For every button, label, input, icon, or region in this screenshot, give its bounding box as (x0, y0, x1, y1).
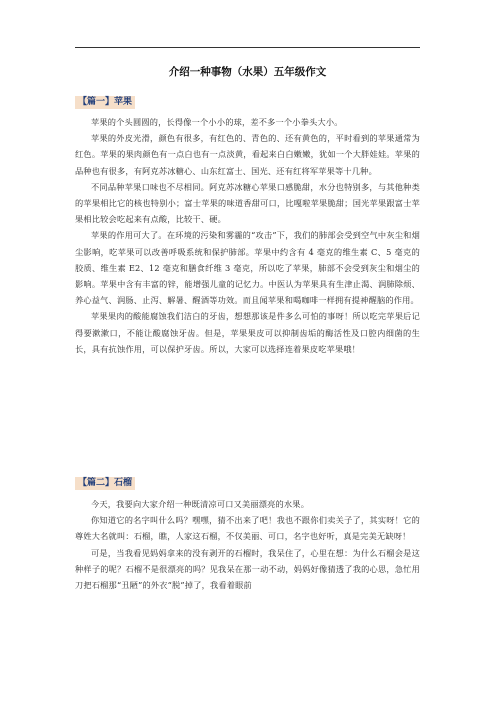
section-body (75, 114, 420, 357)
document-title: 介绍一种事物（水果）五年级作文 (168, 66, 327, 78)
section-body (75, 496, 420, 593)
paragraph: 可是，当我看见妈妈拿来的没有剥开的石榴时，我呆住了，心里在想：为什么石榴会是这种样子的呢？石榴不是很漂亮的吗？见我呆在那一动不动，妈妈好像猜透了我的心思，急忙用刀把石榴那“丑陋”的外衣“脱”掉了，我看着眼前 (75, 547, 420, 591)
paragraph: 你知道它的名字叫什么吗？嘿嘿，猜不出来了吧！我也不跟你们卖关子了，其实呀！它的尊姓大名就叫：石榴，瞧，人家这石榴，不仅美丽、可口，名字也好听，真是完美无缺呀！ (75, 515, 420, 542)
paragraph: 苹果果肉的酸能腐蚀我们洁白的牙齿，想想那该是件多么可怕的事呀！所以吃完苹果后记得要漱漱口，不能让酸腐蚀牙齿。但是，苹果果皮可以抑制齿垢的酶活性及口腔内细菌的生长，具有抗蚀作用，可以保护牙齿。所以，大家可以选择连着果皮吃苹果哦！ (75, 311, 420, 354)
header-rule (75, 47, 420, 48)
paragraph: 苹果的个头圆圆的，长得像一个小小的球，差不多一个小拳头大小。 (91, 117, 343, 127)
section-heading: 【篇一】苹果 (75, 96, 135, 109)
section-pomegranate (75, 470, 420, 593)
paragraph: 今天，我要向大家介绍一种既清凉可口又美丽漂亮的水果。 (91, 499, 310, 509)
paragraph: 苹果的作用可大了。在环境的污染和雾霾的“攻击”下，我们的肺部会受到空气中灰尘和烟尘影响，吃苹果可以改善呼吸系统和保护肺部。苹果中约含有 4 毫克的维生素 C、5 毫克的胶质、维生素 E2、12 毫克和膳食纤维 3 毫克，所以吃了苹果，肺部不会受到灰尘和烟尘的影响。苹果中含有丰富的锌，能增强儿童的记忆力。中医认为苹果具有生津止渴、润肺除烦、养心益气、润肠、止泻、解暑、醒酒等功效。而且闻苹果和喝咖啡一样拥有提神醒脑的作用。 (75, 230, 420, 306)
paragraph: 苹果的外皮光滑，颜色有很多，有红色的、青色的、还有黄色的，平时看到的苹果通常为红色。苹果的果肉颜色有一点白也有一点淡黄，看起来白白嫩嫩，犹如一个大胖娃娃。苹果的品种也有很多，有阿克苏冰糖心、山东红富士、国光、还有红将军苹果等十几种。 (75, 133, 420, 176)
paragraph: 不同品种苹果口味也不尽相同。阿克苏冰糖心苹果口感脆甜，水分也特别多，与其他种类的苹果相比它的核也特别小；富士苹果的味道香甜可口，比嘎啦苹果脆甜；国光苹果跟富士苹果相比较会吃起来有点酸，比较干、硬。 (75, 181, 420, 225)
section-apple (75, 89, 420, 357)
section-heading: 【篇二】石榴 (75, 477, 135, 490)
